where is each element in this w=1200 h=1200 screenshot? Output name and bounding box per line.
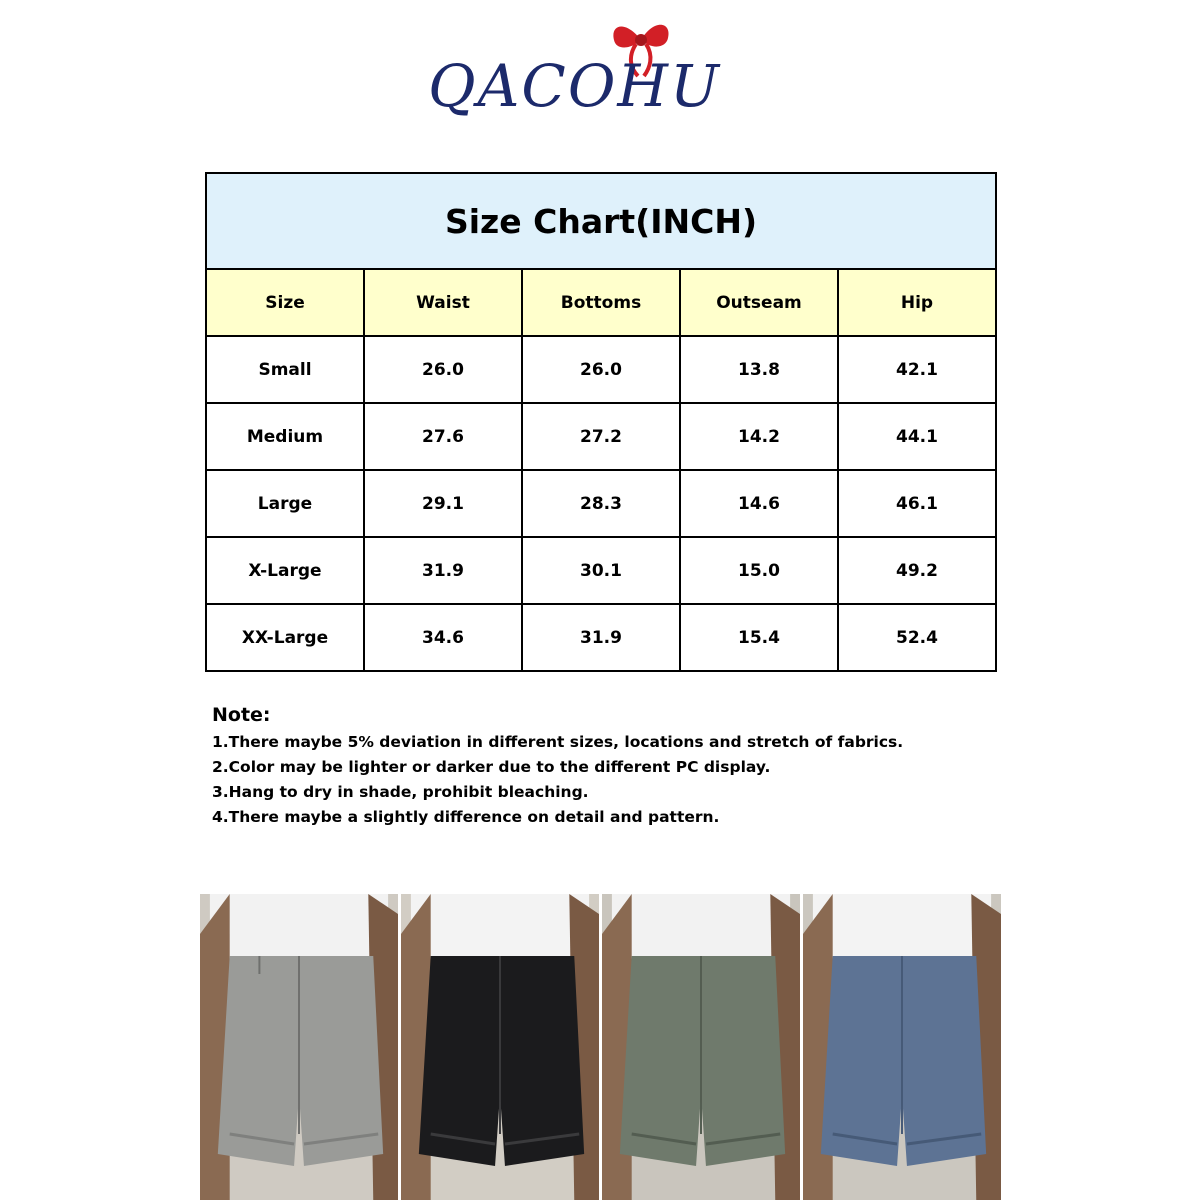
shorts-photo-green — [602, 894, 800, 1200]
table-header-row — [206, 269, 996, 336]
column-header: Outseam — [680, 269, 838, 336]
table-cell: Small — [206, 336, 364, 403]
table-cell: 14.6 — [680, 470, 838, 537]
table-cell: 26.0 — [364, 336, 522, 403]
note-line: 2.Color may be lighter or darker due to the different PC display. — [212, 758, 771, 776]
table-cell: Large — [206, 470, 364, 537]
table-cell: 13.8 — [680, 336, 838, 403]
column-header: Waist — [364, 269, 522, 336]
note-line: 1.There maybe 5% deviation in different sizes, locations and stretch of fabrics. — [212, 733, 904, 751]
column-header: Size — [206, 269, 364, 336]
note-line: 3.Hang to dry in shade, prohibit bleaching. — [212, 783, 589, 801]
shorts-photo-grey — [200, 894, 398, 1200]
table-cell: 30.1 — [522, 537, 680, 604]
table-cell: 15.0 — [680, 537, 838, 604]
table-cell: 42.1 — [838, 336, 996, 403]
notes-title: Note: — [212, 704, 271, 726]
table-cell: Medium — [206, 403, 364, 470]
size-chart-title: Size Chart(INCH) — [206, 173, 996, 269]
table-cell: 28.3 — [522, 470, 680, 537]
table-cell: XX-Large — [206, 604, 364, 671]
notes-section — [212, 704, 1012, 834]
note-line: 4.There maybe a slightly difference on detail and pattern. — [212, 808, 720, 826]
size-chart-table — [205, 172, 997, 672]
table-cell: 14.2 — [680, 403, 838, 470]
table-row — [206, 604, 996, 671]
shorts-photo-black — [401, 894, 599, 1200]
table-cell: 27.2 — [522, 403, 680, 470]
product-photos — [200, 894, 1001, 1200]
table-row — [206, 403, 996, 470]
table-cell: 52.4 — [838, 604, 996, 671]
table-cell: 34.6 — [364, 604, 522, 671]
table-cell: 46.1 — [838, 470, 996, 537]
table-cell: X-Large — [206, 537, 364, 604]
column-header: Hip — [838, 269, 996, 336]
logo-wordmark: QACOHU — [428, 52, 721, 120]
shorts-photo-blue — [803, 894, 1001, 1200]
table-cell: 44.1 — [838, 403, 996, 470]
table-row — [206, 537, 996, 604]
table-cell: 31.9 — [522, 604, 680, 671]
table-cell: 26.0 — [522, 336, 680, 403]
table-cell: 49.2 — [838, 537, 996, 604]
table-cell: 29.1 — [364, 470, 522, 537]
table-cell: 27.6 — [364, 403, 522, 470]
table-row — [206, 470, 996, 537]
table-row — [206, 336, 996, 403]
table-cell: 15.4 — [680, 604, 838, 671]
brand-logo — [0, 0, 1200, 160]
column-header: Bottoms — [522, 269, 680, 336]
table-cell: 31.9 — [364, 537, 522, 604]
